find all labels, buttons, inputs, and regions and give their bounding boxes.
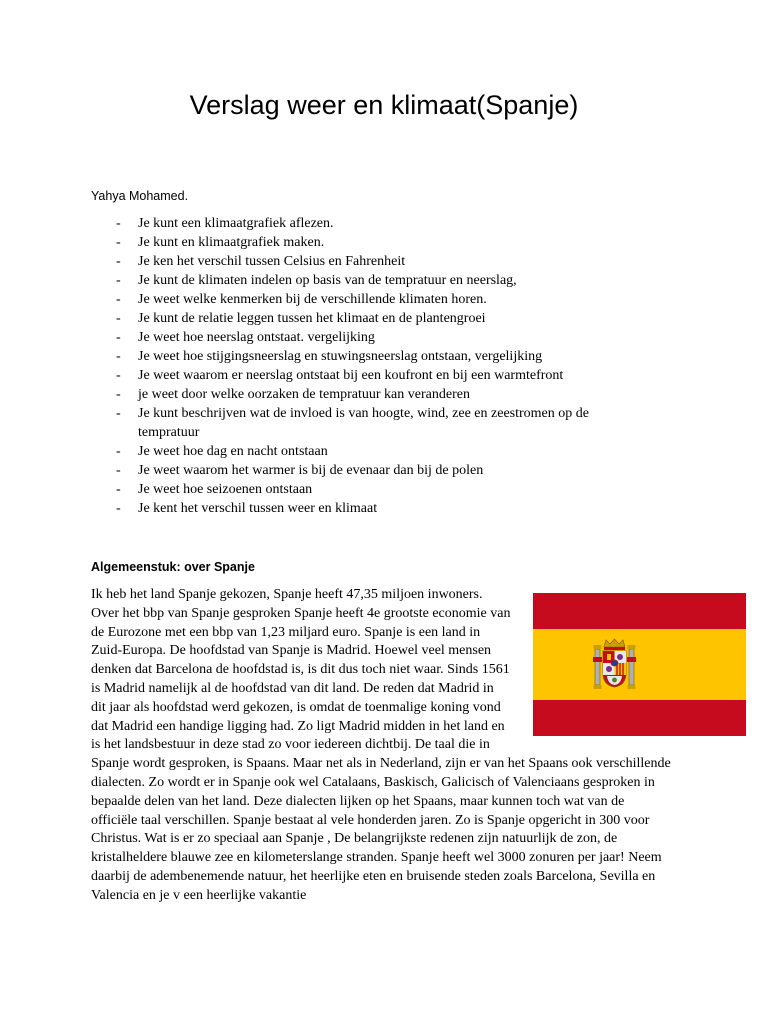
list-marker: -: [116, 235, 121, 250]
flag-graphic: [533, 593, 746, 736]
author-name: Yahya Mohamed.: [91, 189, 189, 203]
list-marker: -: [116, 368, 121, 383]
list-item: [91, 271, 651, 290]
list-marker: -: [116, 216, 121, 231]
list-item-text: Je kunt beschrijven wat de invloed is van hoogte, wind, zee en zeestromen op de tempratuur: [138, 406, 589, 440]
list-item-text: Je kunt en klimaatgrafiek maken.: [138, 235, 325, 250]
list-item-text: Je weet waarom het warmer is bij de evenaar dan bij de polen: [138, 463, 484, 478]
list-item-text: je weet door welke oorzaken de tempratuur kan veranderen: [138, 387, 470, 402]
list-marker: -: [116, 406, 121, 421]
flag-stripe-yellow: [533, 629, 746, 700]
section-heading: Algemeenstuk: over Spanje: [91, 560, 255, 574]
list-marker: -: [116, 273, 121, 288]
list-item-text: Je kunt een klimaatgrafiek aflezen.: [138, 216, 334, 231]
list-item-text: Je weet waarom er neerslag ontstaat bij een koufront en bij een warmtefront: [138, 368, 564, 383]
list-item: [91, 461, 651, 480]
list-marker: -: [116, 330, 121, 345]
list-item: [91, 499, 651, 518]
document-title: Verslag weer en klimaat(Spanje): [189, 90, 579, 120]
list-item: [91, 309, 651, 328]
list-item: [91, 290, 651, 309]
list-marker: -: [116, 387, 121, 402]
list-item-text: Je weet hoe seizoenen ontstaan: [138, 482, 313, 497]
flag-stripe-red-top: [533, 593, 746, 629]
list-item: [91, 442, 651, 461]
list-item-text: Je weet hoe neerslag ontstaat. vergelijking: [138, 330, 375, 345]
list-item-text: Je weet hoe stijgingsneerslag en stuwingsneerslag ontstaan, vergelijking: [138, 349, 543, 364]
list-marker: -: [116, 254, 121, 269]
flag-stripe-red-bottom: [533, 700, 746, 736]
list-item: [91, 347, 651, 366]
list-marker: -: [116, 501, 121, 516]
list-marker: -: [116, 292, 121, 307]
list-marker: -: [116, 482, 121, 497]
list-item: [91, 366, 651, 385]
list-item-text: Je ken het verschil tussen Celsius en Fahrenheit: [138, 254, 406, 269]
body-paragraph: Ik heb het land Spanje gekozen, Spanje heeft 47,35 miljoen inwoners. Over het bbp van Spanje gesproken Spanje heeft 4e grootste economie van de Eurozone met een bbp van 1,23 miljard euro. Spanje is een land in Zuid-Europa. De hoofdstad van Spanje is Madrid. Hoewel veel mensen denken dat Barcelona de hoofdstad is, is dit dus toch niet waar. Sinds 1561 is Madrid namelijk al de hoofdstad van dit land. De reden dat Madrid in dit jaar als hoofdstad werd gekozen, is omdat de toenmalige koning vond dat Madrid een handige ligging had. Zo ligt Madrid midden in het land en is het landsbestuur in deze stad zo voor iedereen dichtbij. De taal die in Spanje wordt gesproken, is Spaans. Maar net als in Nederland, zijn er van het Spaans ook verschillende dialecten. Zo wordt er in Spanje ook wel Catalaans, Baskisch, Galicisch of Valenciaans gesproken in bepaalde delen van het land. Deze dialecten lijken op het Spaans, maar kunnen toch wat van de officiële taal verschillen. Spanje bestaat al vele honderden jaren. Zo is Spanje opgericht in 300 voor Christus. Wat is er zo speciaal aan Spanje , De belangrijkste redenen zijn natuurlijk de zon, de kristalheldere blauwe zee en kilometerslange stranden. Spanje heeft wel 3000 zonuren per jaar! Neem daarbij de adembenemende natuur, het heerlijke eten en bruisende steden zoals Barcelona, Sevilla en Valencia en je v een heerlijke vakantie: [91, 587, 671, 903]
coat-of-arms-icon: [593, 639, 636, 689]
spain-flag-icon: [533, 593, 746, 736]
list-item: [91, 385, 651, 404]
learning-goals-list: [91, 214, 651, 518]
list-marker: -: [116, 349, 121, 364]
list-item: [91, 214, 651, 233]
list-item-text: Je kunt de klimaten indelen op basis van de tempratuur en neerslag,: [138, 273, 517, 288]
list-item-text: Je weet hoe dag en nacht ontstaan: [138, 444, 328, 459]
list-item: [91, 480, 651, 499]
list-item-text: Je kent het verschil tussen weer en klimaat: [138, 501, 378, 516]
list-marker: -: [116, 311, 121, 326]
list-item: [91, 328, 651, 347]
list-item: [91, 404, 651, 442]
list-item-text: Je weet welke kenmerken bij de verschillende klimaten horen.: [138, 292, 487, 307]
list-item: [91, 233, 651, 252]
list-item: [91, 252, 651, 271]
list-marker: -: [116, 444, 121, 459]
list-marker: -: [116, 463, 121, 478]
list-item-text: Je kunt de relatie leggen tussen het klimaat en de plantengroei: [138, 311, 486, 326]
